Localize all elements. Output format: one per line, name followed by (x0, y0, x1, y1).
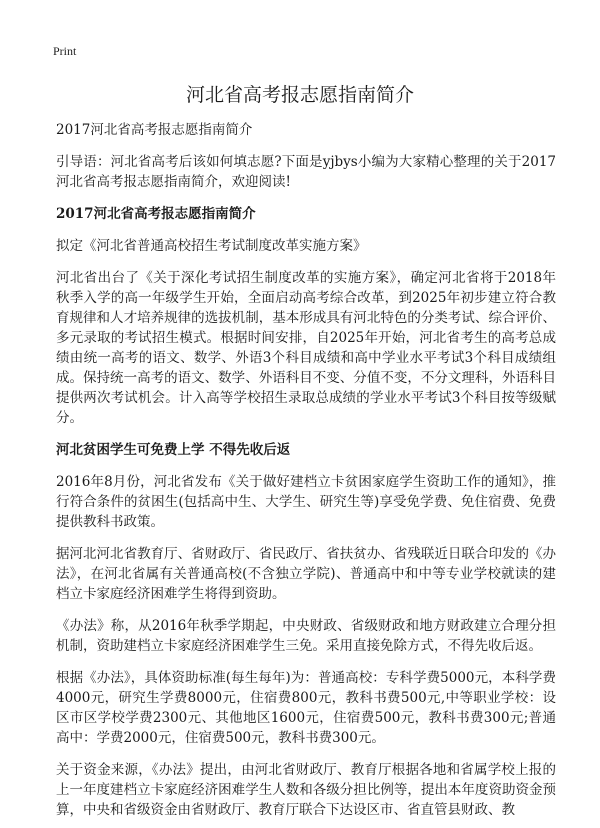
article-subtitle: 2017河北省高考报志愿指南简介 (56, 122, 253, 138)
print-link[interactable]: Print (53, 44, 77, 58)
paragraph-notice: 2016年8月份，河北省发布《关于做好建档立卡贫困家庭学生资助工作的通知》，推行符合条件的贫困生(包括高中生、大学生、研究生等)享受免学费、免住宿费、免费提供教科书政策。 (56, 474, 556, 530)
article-body (56, 120, 556, 820)
intro-paragraph: 引导语：河北省高考后该如何填志愿?下面是yjbys小编为大家精心整理的关于2017河北省高考报志愿指南简介，欢迎阅读! (56, 154, 556, 190)
paragraph-plan: 拟定《河北省普通高校招生考试制度改革实施方案》 (56, 238, 367, 254)
paragraph-measures: 据河北河北省教育厅、省财政厅、省民政厅、省扶贫办、省残联近日联合印发的《办法》，在河北省属有关普通高校(不含独立学院)、普通高中和中等专业学校就读的建档立卡家庭经济困难学生将得到资助。 (56, 546, 556, 602)
section-heading-poverty: 河北贫困学生可免费上学 不得先收后返 (56, 442, 291, 458)
paragraph-funding-source: 关于资金来源，《办法》提出，由河北省财政厅、教育厅根据各地和省属学校上报的上一年度建档立卡家庭经济困难学生人数和各级分担比例等，提出本年度资助资金预算，中央和省级资金由省财政厅、教育厅联合下达设区市、省直管县财政、教 (56, 762, 556, 818)
page-title: 河北省高考报志愿指南简介 (185, 84, 414, 106)
paragraph-reform: 河北省出台了《关于深化考试招生制度改革的实施方案》，确定河北省将于2018年秋季入学的高一年级学生开始，全面启动高考综合改革，到2025年初步建立符合教育规律和人才培养规律的选拔机制，基本形成具有河北特色的分类考试、综合评价、多元录取的考试招生模式。根据时间安排，自2025年开始，河北省考生的高考总成绩由统一高考的语文、数学、外语3个科目成绩和高中学业水平考试3个科目成绩组成。保持统一高考的语文、数学、外语科目不变、分值不变，不分文理科，外语科目提供两次考试机会。计入高等学校招生录取总成绩的学业水平考试3个科目按等级赋分。 (56, 270, 556, 426)
paragraph-standards: 根据《办法》，具体资助标准(每生每年)为：普通高校：专科学费5000元，本科学费4000元，研究生学费8000元，住宿费800元，教科书费500元,中等职业学校：设区市区学校学费2300元、其他地区1600元，住宿费500元，教科书费300元;普通高中：学费2000元，住宿费500元，教科书费300元。 (56, 670, 556, 746)
section-heading-guide: 2017河北省高考报志愿指南简介 (56, 206, 256, 222)
paragraph-funding-mechanism: 《办法》称，从2016年秋季学期起，中央财政、省级财政和地方财政建立合理分担机制，资助建档立卡家庭经济困难学生三免。采用直接免除方式，不得先收后返。 (56, 618, 556, 654)
